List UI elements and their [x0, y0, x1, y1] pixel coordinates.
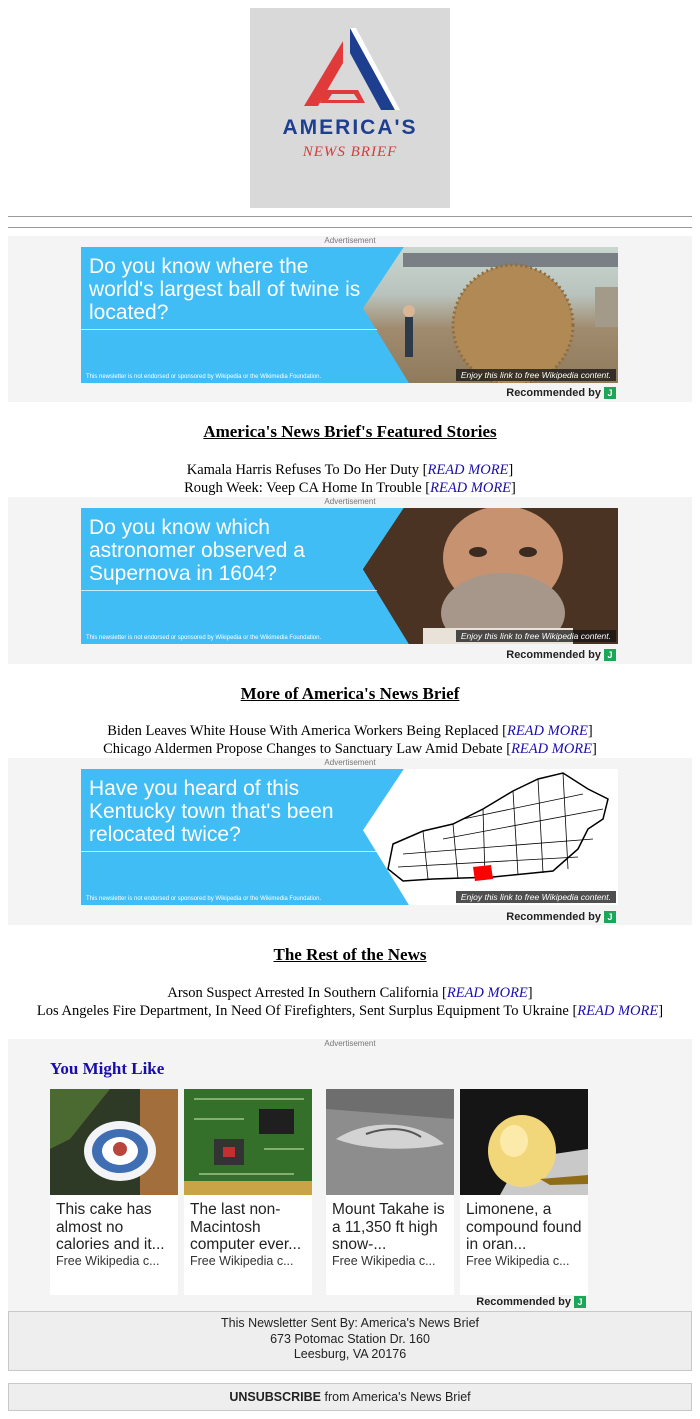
divider [8, 227, 692, 228]
astronomer-portrait-image [363, 508, 618, 644]
you-might-like-title: You Might Like [50, 1059, 165, 1078]
kentucky-map-image [363, 769, 618, 905]
ad-question: Do you know which astronomer observed a Supernova in 1604? [89, 516, 305, 585]
ad-banner-kentucky[interactable] [81, 769, 618, 905]
divider [8, 216, 692, 217]
story-headline: Los Angeles Fire Department, In Need Of Firefighters, Sent Surplus Equipment To Ukraine [36, 1003, 569, 1019]
story-headline: Arson Suspect Arrested In Southern California [167, 985, 439, 1001]
recommended-by[interactable] [476, 1296, 586, 1308]
footer-city: Leesburg, VA 20176 [293, 1347, 407, 1361]
logo-title: AMERICA'S [282, 116, 418, 139]
card-title: This cake has almost no calories and it... [56, 1201, 165, 1253]
ad-divider [81, 590, 377, 591]
card-title: Mount Takahe is a 11,350 ft high snow-... [332, 1201, 445, 1253]
ad-enjoy-caption: Enjoy this link to free Wikipedia content. [456, 630, 616, 642]
recommended-by[interactable] [506, 387, 616, 399]
ad-divider [81, 851, 377, 852]
recommendation-card[interactable] [50, 1089, 178, 1295]
ad-label: Advertisement [324, 497, 376, 506]
recommendation-card[interactable] [460, 1089, 588, 1295]
logo-subtitle: NEWS BRIEF [302, 144, 398, 160]
ad-label: Advertisement [324, 1039, 376, 1048]
ad-banner-twine[interactable] [81, 247, 618, 383]
footer-sender: This Newsletter Sent By: America's News Brief [220, 1316, 480, 1330]
recommended-by[interactable] [506, 911, 616, 923]
story-item: Chicago Aldermen Propose Changes to Sanctuary Law Amid Debate [READ MORE] [103, 741, 597, 757]
jeeng-badge-icon: J [604, 911, 616, 923]
advertisement-block [8, 497, 692, 664]
recommended-label: Recommended by [506, 911, 601, 923]
ad-banner-astronomer[interactable] [81, 508, 618, 644]
recommended-label: Recommended by [476, 1296, 571, 1308]
card-title: Limonene, a compound found in oran... [466, 1201, 582, 1253]
story-item: Kamala Harris Refuses To Do Her Duty [READ MORE] [186, 462, 514, 478]
ad-disclaimer: This newsletter is not endorsed or sponsored by Wikipedia or the Wikimedia Foundation. [86, 374, 322, 380]
recommended-by[interactable] [506, 649, 616, 661]
circuit-board-image [184, 1089, 312, 1195]
ad-question: Have you heard of this Kentucky town that's been relocated twice? [89, 777, 334, 846]
logo-triangle-icon [250, 8, 450, 118]
cake-image [50, 1089, 178, 1195]
limonene-image [460, 1089, 588, 1195]
read-more-link[interactable]: READ MORE [511, 741, 593, 757]
section-title-more: More of America's News Brief [240, 684, 460, 703]
story-item: Rough Week: Veep CA Home In Trouble [READ MORE] [184, 480, 516, 496]
card-source: Free Wikipedia c... [190, 1254, 294, 1268]
ad-enjoy-caption: Enjoy this link to free Wikipedia content. [456, 369, 616, 381]
ad-enjoy-caption: Enjoy this link to free Wikipedia content. [456, 891, 616, 903]
read-more-link[interactable]: READ MORE [506, 723, 588, 739]
footer-address [8, 1311, 692, 1371]
story-headline: Kamala Harris Refuses To Do Her Duty [186, 462, 420, 478]
card-title: The last non-Macintosh computer ever... [190, 1201, 302, 1253]
ad-disclaimer: This newsletter is not endorsed or sponsored by Wikipedia or the Wikimedia Foundation. [86, 896, 322, 902]
unsubscribe-link[interactable]: UNSUBSCRIBE [229, 1390, 322, 1404]
section-title-featured: America's News Brief's Featured Stories [203, 422, 497, 441]
advertisement-block [8, 236, 692, 402]
read-more-link[interactable]: READ MORE [446, 985, 528, 1001]
read-more-link[interactable]: READ MORE [430, 480, 512, 496]
card-source: Free Wikipedia c... [466, 1254, 570, 1268]
advertisement-block [8, 758, 692, 925]
story-headline: Biden Leaves White House With America Workers Being Replaced [107, 723, 499, 739]
card-source: Free Wikipedia c... [56, 1254, 160, 1268]
ad-label: Advertisement [324, 758, 376, 767]
section-title-rest: The Rest of the News [273, 945, 427, 964]
story-item: Biden Leaves White House With America Workers Being Replaced [READ MORE] [107, 723, 593, 739]
story-headline: Chicago Aldermen Propose Changes to Sanctuary Law Amid Debate [103, 741, 503, 757]
card-source: Free Wikipedia c... [332, 1254, 436, 1268]
story-headline: Rough Week: Veep CA Home In Trouble [184, 480, 422, 496]
footer-street: 673 Potomac Station Dr. 160 [270, 1331, 430, 1346]
ball-of-twine-image [363, 247, 618, 383]
ad-label: Advertisement [324, 236, 376, 245]
ad-question: Do you know where the world's largest ball of twine is located? [89, 255, 361, 324]
ad-divider [81, 329, 377, 330]
jeeng-badge-icon: J [604, 649, 616, 661]
recommended-label: Recommended by [506, 387, 601, 399]
ad-disclaimer: This newsletter is not endorsed or sponsored by Wikipedia or the Wikimedia Foundation. [86, 635, 322, 641]
unsubscribe-text: from America's News Brief [321, 1390, 471, 1404]
jeeng-badge-icon: J [604, 387, 616, 399]
mount-takahe-image [326, 1089, 454, 1195]
read-more-link[interactable]: READ MORE [577, 1003, 659, 1019]
unsubscribe-bar[interactable] [8, 1383, 692, 1411]
recommended-label: Recommended by [506, 649, 601, 661]
story-item: Arson Suspect Arrested In Southern California [READ MORE] [167, 985, 533, 1001]
recommendation-card[interactable] [184, 1089, 312, 1295]
read-more-link[interactable]: READ MORE [427, 462, 509, 478]
jeeng-badge-icon: J [574, 1296, 586, 1308]
recommendation-card[interactable] [326, 1089, 454, 1295]
story-item: Los Angeles Fire Department, In Need Of Firefighters, Sent Surplus Equipment To Ukraine [READ MORE] [36, 1003, 664, 1019]
you-might-like-block [8, 1039, 692, 1311]
newsletter-logo [250, 8, 450, 208]
